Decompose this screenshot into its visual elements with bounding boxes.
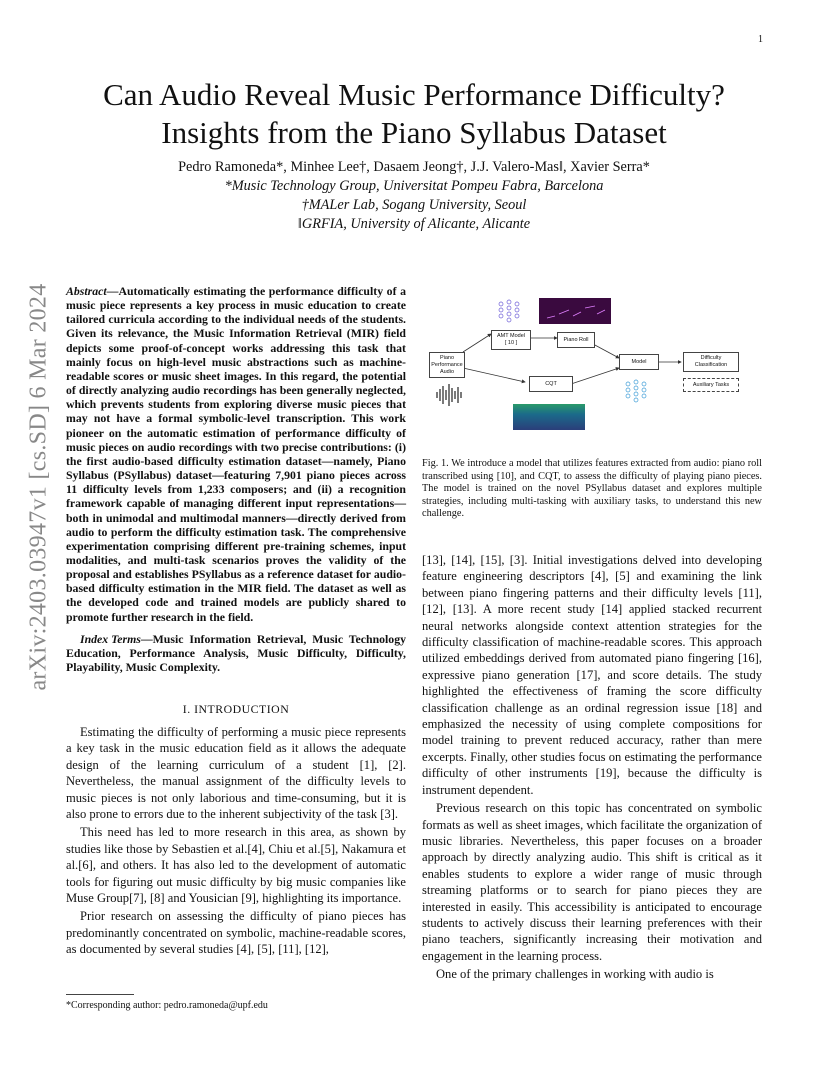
cqt-spectrogram-image: [513, 404, 585, 430]
right-paragraph-3: One of the primary challenges in working with audio is: [436, 967, 714, 982]
affiliation-3: ‖GRFIA, University of Alicante, Alicante: [297, 216, 531, 232]
footnote: *Corresponding author: pedro.ramoneda@upf.edu: [66, 1000, 268, 1011]
amt-model-label: AMT Model [ 10 ]: [496, 333, 526, 346]
network-icon-top: [499, 300, 519, 322]
intro-paragraph-3: Prior research on assessing the difficulty of piano pieces has predominantly concentrated on symbolic, machine-readable scores, as documented by several studies [4], [5], [11], [12],: [66, 909, 406, 957]
intro-paragraph-2: This need has led to more research in this area, as shown by studies like those by Sebastien et al.[4], Chiu et al.[5], Nakamura et al.[6], and others. It has also led to the development of automatic tools for figuring out music difficulty by big music companies like Muse Group[7], [8] and Yousician [9], highlighting its importance.: [66, 825, 406, 906]
cqt-box: [529, 376, 573, 392]
figure-1-caption: Fig. 1. We introduce a model that utilizes features extracted from audio: piano roll transcribed using [10], and CQT, to assess the difficulty of playing piano pieces. The model is trained on the novel PSyllabus dataset and explores multiple strategies, including multi-tasking with auxiliary tasks, to understand this new challenge.: [422, 458, 762, 520]
abstract-body: —Automatically estimating the performance difficulty of a music piece represents a key process in music education to create tailored curricula according to the individual needs of the students. Given its relevance, the Music Information Retrieval (MIR) field depicts some proof-of-concept works addressing this task that mainly focus on high-level music abstractions such as machine-readable scores or music sheet images. In this regard, the potential of directly analyzing audio recordings has been generally neglected, which prevents students from exploring diverse music pieces that may not have a formal symbolic-level transcription. This work pioneer on the automatic estimation of performance difficulty of music pieces on audio recordings with two precise contributions: (i) the first audio-based difficulty estimation dataset—namely, Piano Syllabus (PSyllabus) dataset—featuring 7,901 piano pieces across 11 difficulty levels from 1,233 composers; and (ii) a recognition framework capable of managing different input representations—both in unimodal and multimodal manners—directly derived from audio to perform the difficulty estimation task. The comprehensive experimentation comprising different pre-training schemes, input modalities, and multi-task scenarios proves the validity of the proposal and establishes PSyllabus as a reference dataset for audio-based difficulty estimation in the MIR field. The dataset as well as the developed code and trained models are publicly shared to promote further research in the field.: [66, 284, 406, 624]
arxiv-sidebar-stamp: [22, 283, 56, 691]
affiliation-2: †MALer Lab, Sogang University, Seoul: [301, 197, 527, 213]
title-line-2: Insights from the Piano Syllabus Dataset: [161, 115, 667, 150]
page-number: 1: [758, 34, 763, 45]
section-heading-introduction: I. INTRODUCTION: [182, 702, 290, 716]
piano-roll-box: [557, 332, 595, 348]
input-audio-label: Piano Performance Audio: [431, 354, 463, 375]
piano-roll-image: [539, 298, 611, 324]
model-box: [619, 354, 659, 370]
index-terms: [66, 632, 406, 674]
model-label: Model: [631, 358, 647, 365]
waveform-icon: [437, 384, 461, 406]
difficulty-classification-label: Difficulty Classification: [694, 355, 728, 368]
right-paragraph-2: Previous research on this topic has concentrated on symbolic formats as well as sheet images, which facilitate the organization of music libraries. Nevertheless, this paper focuses on a broader approach by directly analyzing audio. This shift is critical as it enables students to explore a wider range of music through streaming platforms or to search for piano pieces they are interested in easily. This accessibility is anticipated to encourage students to actively discuss their learning preferences with their piano teachers, significantly increasing their motivation and engagement in the learning process.: [422, 801, 762, 963]
right-column-body: [422, 552, 762, 983]
cqt-label: CQT: [545, 380, 557, 387]
author-list: Pedro Ramoneda*, Minhee Lee†, Dasaem Jeong†, J.J. Valero-Mas‖, Xavier Serra*: [178, 159, 650, 175]
paper-title: [0, 76, 828, 152]
piano-roll-label: Piano Roll: [563, 336, 589, 343]
input-audio-box: [429, 352, 465, 378]
abstract: [66, 284, 406, 624]
auxiliary-tasks-label: Auxiliary Tasks: [692, 381, 730, 388]
abstract-lead: Abstract: [66, 284, 107, 298]
footnote-rule: [66, 994, 134, 995]
index-terms-lead: Index Terms: [80, 632, 141, 646]
title-line-1: Can Audio Reveal Music Performance Difficulty?: [103, 77, 725, 112]
network-icon-model: [626, 380, 646, 402]
affiliation-1: *Music Technology Group, Universitat Pompeu Fabra, Barcelona: [224, 178, 604, 194]
left-column-body: [66, 724, 406, 958]
auxiliary-tasks-box: [683, 378, 739, 392]
arxiv-identifier: arXiv:2403.03947v1 [cs.SD] 6 Mar 2024: [25, 283, 52, 691]
difficulty-classification-box: [683, 352, 739, 372]
figure-1-diagram: [425, 292, 765, 432]
right-paragraph-1: [13], [14], [15], [3]. Initial investigations delved into developing feature engineering descriptors [4], [5] and examining the link between piano fingering patterns and their difficulty levels [11], [12], [13]. A more recent study [14] applied stacked recurrent neural networks alongside context attention strategies for the difficulty classification of machine-readable scores. This approach utilized embeddings derived from automated piano fingering [16], expressive piano generation [17], and score details. The study highlighted the effectiveness of framing the score difficulty classification challenge as an ordinal regression issue [18] and emphasized the necessity of using complete compositions for model training to prevent reduced accuracy, rather than mere excerpts. Finally, other studies focus on estimating the performance difficulty of other instruments [19], because the difficulty is instrument dependent.: [422, 553, 762, 797]
amt-model-box: [491, 330, 531, 350]
index-terms-body: —Music Information Retrieval, Music Technology Education, Performance Analysis, Music Difficulty, Difficulty, Playability, Music Complexity.: [66, 632, 406, 675]
intro-paragraph-1: Estimating the difficulty of performing a music piece represents a key task in the music education field as it allows the adequate design of the learning curriculum of a student [1], [2]. Nevertheless, the manual assignment of the difficulty levels to music pieces is not only laborious and time-consuming, but it is also prone to errors due to the inherent subjectivity of the task [3].: [66, 725, 406, 822]
